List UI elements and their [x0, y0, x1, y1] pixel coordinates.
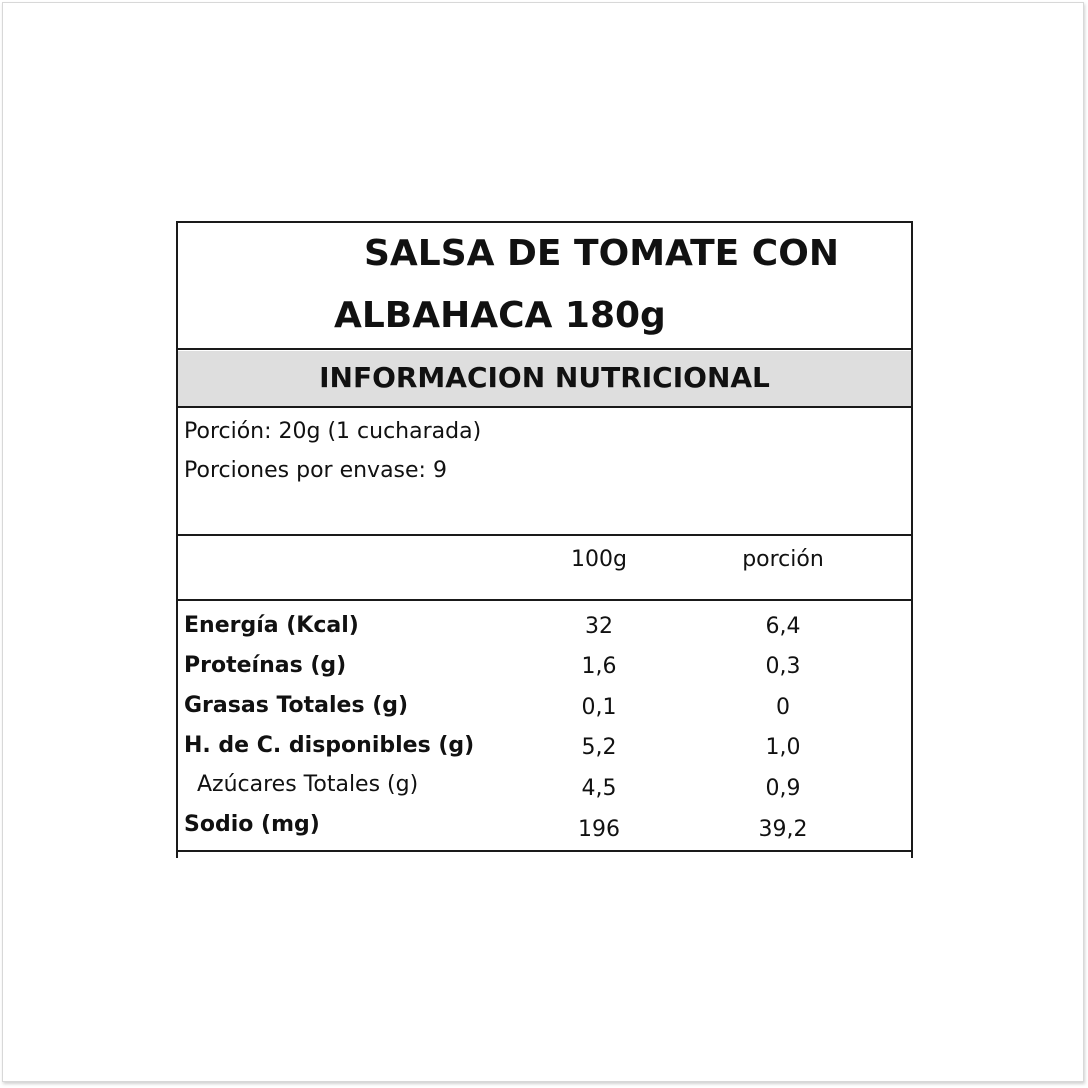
- nutrient-carbohydrates-100g: 5,2: [581, 735, 617, 760]
- nutrient-sodium-serving: 39,2: [758, 817, 808, 842]
- nutrient-carbohydrates-serving: 1,0: [765, 735, 801, 760]
- divider: [176, 850, 913, 852]
- nutrient-energy-serving: 6,4: [765, 614, 801, 639]
- nutrient-sodium-100g: 196: [578, 817, 620, 842]
- nutrient-total-fat-serving: 0: [776, 695, 790, 720]
- servings-per-container: Porciones por envase: 9: [184, 458, 447, 483]
- nutrient-protein-serving: 0,3: [765, 654, 801, 679]
- nutrient-name-sodium: Sodio (mg): [184, 812, 320, 837]
- nutrient-energy-100g: 32: [585, 614, 613, 639]
- divider: [176, 406, 913, 408]
- nutrient-total-sugars-serving: 0,9: [765, 776, 801, 801]
- section-header: INFORMACION NUTRICIONAL: [319, 361, 770, 394]
- product-title-line-1: SALSA DE TOMATE CON: [364, 233, 839, 274]
- border-stub-left: [176, 850, 178, 858]
- nutrient-name-energy: Energía (Kcal): [184, 613, 359, 638]
- border-stub-right: [911, 850, 913, 858]
- nutrient-name-carbohydrates: H. de C. disponibles (g): [184, 733, 475, 758]
- column-header-100g: 100g: [571, 547, 627, 572]
- nutrient-name-protein: Proteínas (g): [184, 653, 347, 678]
- divider: [176, 534, 913, 536]
- divider: [176, 599, 913, 601]
- nutrition-label: [176, 221, 913, 858]
- serving-size: Porción: 20g (1 cucharada): [184, 419, 482, 444]
- nutrient-total-sugars-100g: 4,5: [581, 776, 617, 801]
- product-title-line-2: ALBAHACA 180g: [334, 295, 666, 336]
- column-header-serving: porción: [742, 547, 824, 572]
- nutrient-name-total-fat: Grasas Totales (g): [184, 693, 409, 718]
- nutrient-total-fat-100g: 0,1: [581, 695, 617, 720]
- divider: [176, 348, 913, 350]
- nutrient-protein-100g: 1,6: [581, 654, 617, 679]
- nutrient-name-total-sugars: Azúcares Totales (g): [197, 772, 419, 797]
